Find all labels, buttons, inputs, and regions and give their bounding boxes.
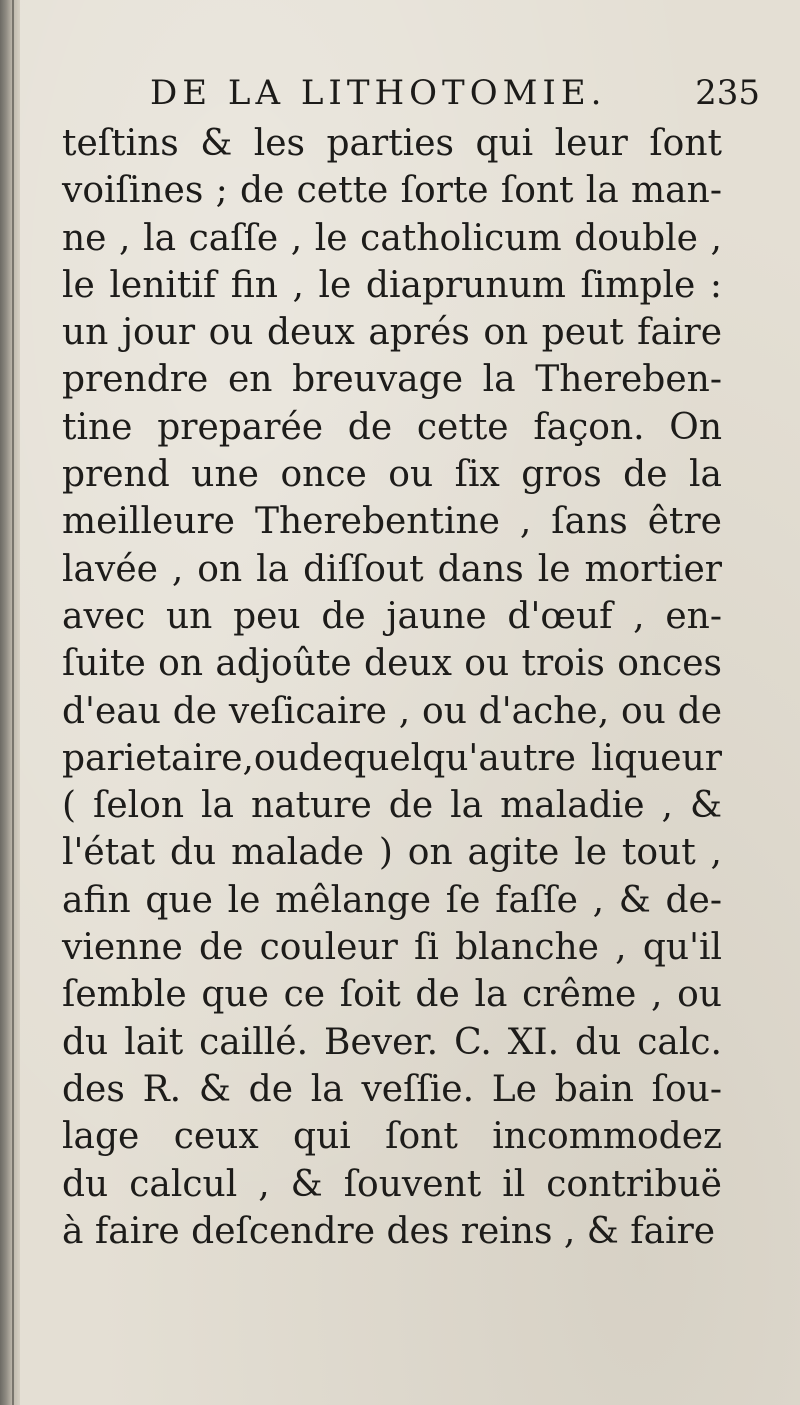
text-line: ne , la caſſe , le catholicum double , <box>62 217 722 259</box>
text-line: du calcul , & ſouvent il contribuë <box>62 1163 722 1205</box>
running-head-title: DE LA LITHOTOMIE. <box>150 73 607 113</box>
running-head <box>150 68 760 118</box>
text-line: voiſines ; de cette ſorte ſont la man- <box>62 170 722 212</box>
text-line: ( ſelon la nature de la maladie , & <box>62 785 722 827</box>
text-line: lavée , on la diſſout dans le mortier <box>62 548 722 590</box>
text-line: ſemble que ce ſoit de la crême , ou <box>62 974 722 1016</box>
text-line: tine preparée de cette façon. On <box>62 406 722 448</box>
text-line: à faire deſcendre des reins , & faire <box>62 1210 716 1252</box>
text-line: l'état du malade ) on agite le tout , <box>62 832 722 874</box>
text-line: teſtins & les parties qui leur ſont <box>62 123 722 164</box>
page-number: 235 <box>695 73 760 113</box>
body-text <box>62 120 722 1255</box>
text-line: parietaire,oudequelqu'autre liqueur <box>62 737 722 779</box>
text-line: ſuite on adjoûte deux ou trois onces <box>62 643 722 685</box>
text-line: du lait caillé. Bever. C. XI. du calc. <box>62 1021 722 1063</box>
text-line: prend une once ou ſix gros de la <box>62 454 722 496</box>
gutter-shadow-line <box>12 0 14 1405</box>
text-line: prendre en breuvage la Thereben- <box>62 359 722 401</box>
text-line: avec un peu de jaune d'œuf , en- <box>62 595 722 637</box>
text-line: un jour ou deux aprés on peut faire <box>62 312 722 354</box>
text-line: meilleure Therebentine , ſans être <box>62 501 722 543</box>
text-line: vienne de couleur ſi blanche , qu'il <box>62 927 722 969</box>
text-line: afin que le mêlange ſe faſſe , & de- <box>62 879 722 921</box>
text-line: d'eau de veſicaire , ou d'ache, ou de <box>62 690 722 732</box>
text-line: lage ceux qui ſont incommodez <box>62 1116 722 1158</box>
text-line: le lenitif fin , le diaprunum ſimple : <box>62 264 722 306</box>
text-line: des R. & de la veſſie. Le bain ſou- <box>62 1068 722 1110</box>
page-gutter <box>0 0 20 1405</box>
